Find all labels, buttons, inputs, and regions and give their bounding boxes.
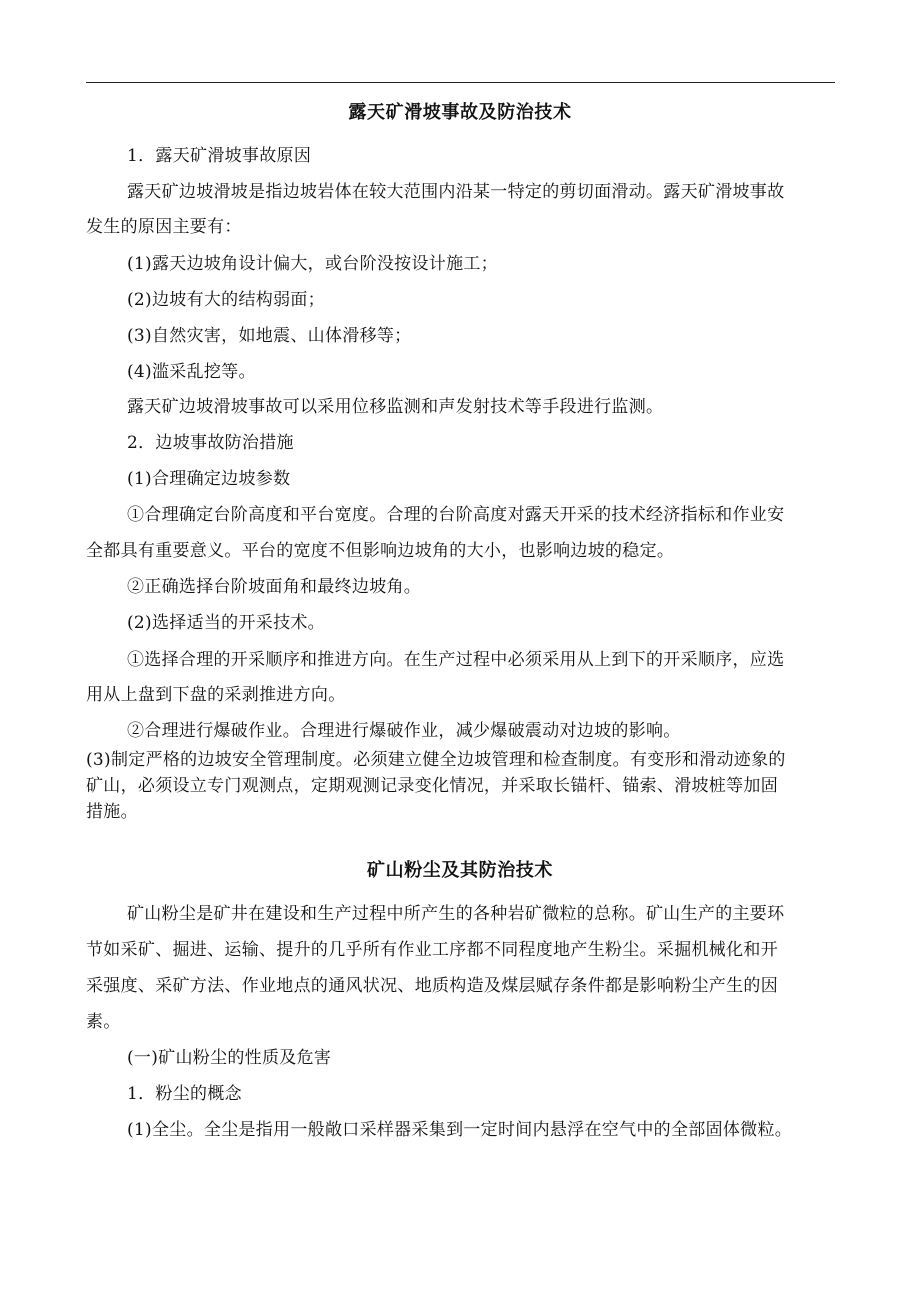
paragraph-line: ②正确选择台阶坡面角和最终边坡角。 <box>127 577 422 597</box>
paragraph-line: 采强度、采矿方法、作业地点的通风状况、地质构造及煤层赋存条件都是影响粉尘产生的因 <box>86 976 778 996</box>
paragraph-line: (3)自然灾害，如地震、山体滑移等； <box>127 326 412 346</box>
section-title-dust: 矿山粉尘及其防治技术 <box>367 860 553 881</box>
paragraph-line: ①选择合理的开采顺序和推进方向。在生产过程中必须采用从上到下的开采顺序，应选 <box>127 650 785 670</box>
paragraph-line: 全都具有重要意义。平台的宽度不但影响边坡角的大小，也影响边坡的稳定。 <box>86 541 675 561</box>
paragraph-line: 素。 <box>86 1012 121 1032</box>
paragraph-line: (1)合理确定边坡参数 <box>127 469 291 489</box>
paragraph-line: (一)矿山粉尘的性质及危害 <box>127 1048 332 1068</box>
section-title-slope: 露天矿滑坡事故及防治技术 <box>348 102 572 123</box>
paragraph-line: 措施。 <box>86 802 138 822</box>
paragraph-line: 1．粉尘的概念 <box>127 1084 242 1104</box>
paragraph-line: 矿山粉尘是矿井在建设和生产过程中所产生的各种岩矿微粒的总称。矿山生产的主要环 <box>127 904 785 924</box>
paragraph-line: (1)全尘。全尘是指用一般敞口采样器采集到一定时间内悬浮在空气中的全部固体微粒。 <box>127 1120 793 1140</box>
paragraph-line: 1．露天矿滑坡事故原因 <box>127 146 312 166</box>
paragraph-line: (4)滥采乱挖等。 <box>127 362 256 382</box>
paragraph-line: ②合理进行爆破作业。合理进行爆破作业，减少爆破震动对边坡的影响。 <box>127 721 681 741</box>
paragraph-line: 用从上盘到下盘的采剥推进方向。 <box>86 685 346 705</box>
paragraph-line: (2)选择适当的开采技术。 <box>127 613 325 633</box>
paragraph-line: 节如采矿、掘进、运输、提升的几乎所有作业工序都不同程度地产生粉尘。采掘机械化和开 <box>86 940 778 960</box>
paragraph-line: 2．边坡事故防治措施 <box>127 433 294 453</box>
paragraph-line: 发生的原因主要有： <box>86 217 242 237</box>
paragraph-line: 露天矿边坡滑坡是指边坡岩体在较大范围内沿某一特定的剪切面滑动。露天矿滑坡事故 <box>127 182 785 202</box>
header-rule <box>86 82 835 83</box>
paragraph-line: (3)制定严格的边坡安全管理制度。必须建立健全边坡管理和检查制度。有变形和滑动迹象的 <box>86 750 786 770</box>
paragraph-line: ①合理确定台阶高度和平台宽度。合理的台阶高度对露天开采的技术经济指标和作业安 <box>127 505 785 525</box>
paragraph-line: 矿山，必须设立专门观测点，定期观测记录变化情况，并采取长锚杆、锚索、滑坡桩等加固 <box>86 776 778 796</box>
paragraph-line: (1)露天边坡角设计偏大，或台阶没按设计施工； <box>127 254 498 274</box>
paragraph-line: (2)边坡有大的结构弱面； <box>127 290 325 310</box>
paragraph-line: 露天矿边坡滑坡事故可以采用位移监测和声发射技术等手段进行监测。 <box>127 397 664 417</box>
